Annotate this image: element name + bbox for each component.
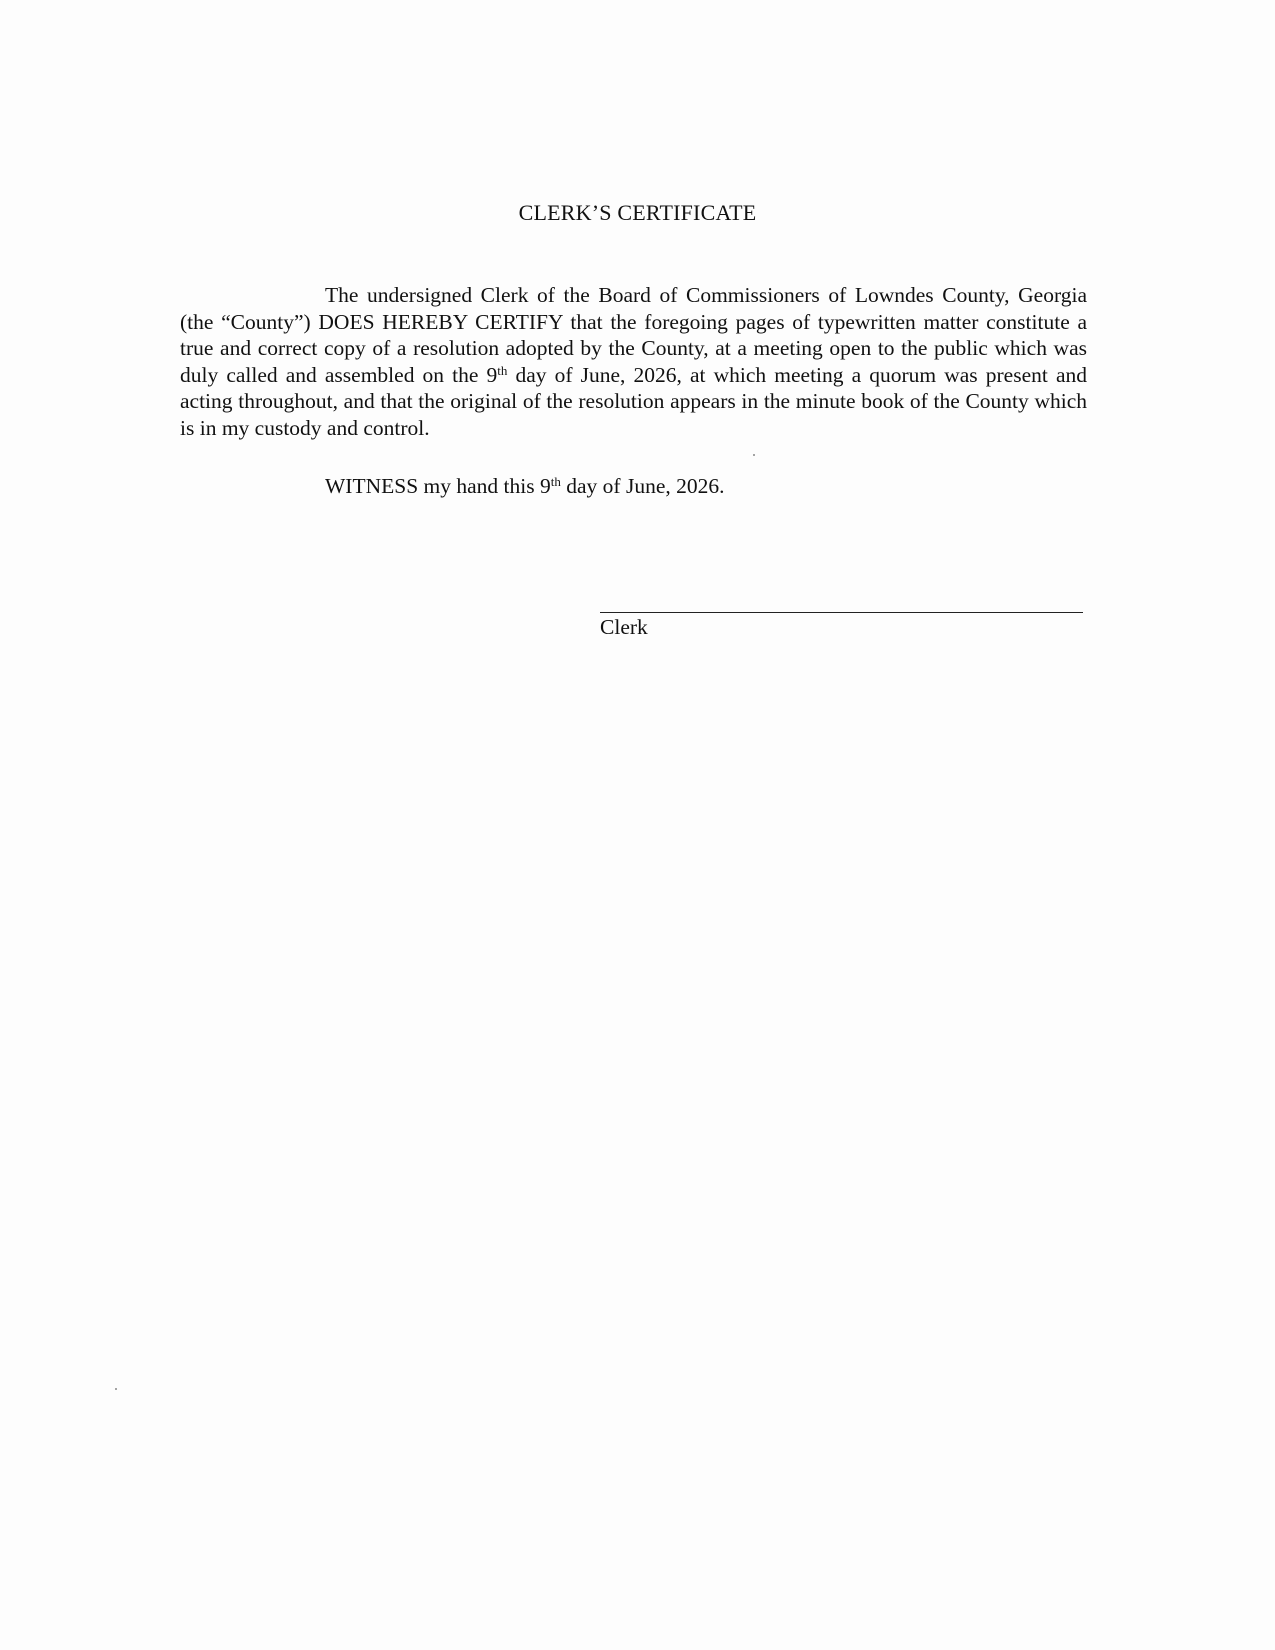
certification-paragraph xyxy=(180,282,1087,441)
paragraph-text-start: The undersigned Clerk of the Board of Commissioners of Lowndes County, Georgia (the “County”) DOES HEREBY CERTIFY that the foregoing pages of typewritten matter constitute a true and correct copy of a resolution adopted by the County, at a meeting open to the public which was duly called and assembled on the 9 xyxy=(180,283,1087,387)
signature-label: Clerk xyxy=(600,615,648,639)
witness-text-end: day of June, 2026. xyxy=(560,474,725,498)
witness-ordinal-suffix: th xyxy=(550,474,561,489)
scan-speck xyxy=(753,454,755,456)
signature-line xyxy=(600,612,1083,613)
witness-statement xyxy=(325,473,725,499)
witness-text-start: WITNESS my hand this 9 xyxy=(325,474,551,498)
scan-speck xyxy=(115,1388,117,1390)
certificate-title: CLERK’S CERTIFICATE xyxy=(518,200,757,225)
ordinal-suffix: th xyxy=(497,362,508,378)
paragraph-text-end: day of June, 2026, at which meeting a quorum was present and acting throughout, and that the original of the resolution appears in the minute book of the County which is in my custody and control. xyxy=(180,362,1087,440)
